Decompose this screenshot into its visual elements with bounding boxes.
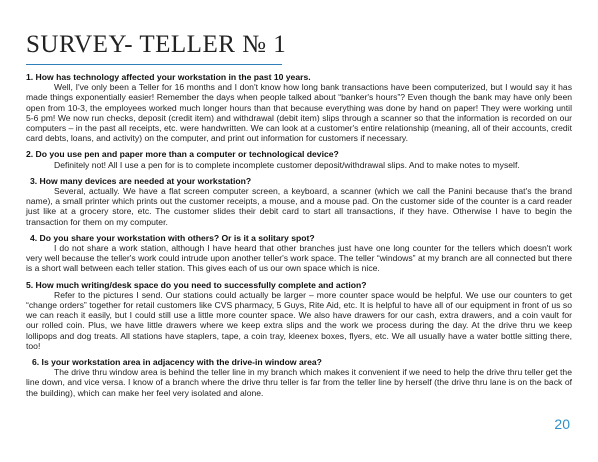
question-3: 3. How many devices are needed at your workstation?: [30, 175, 252, 186]
answer-2: Definitely not! All I use a pen for is to complete incomplete customer deposit/withdrawal slips. And to make notes to myself.: [54, 159, 520, 170]
answer-1: Well, I've only been a Teller for 16 months and I don't know how long bank transactions have been computerized, but I would say it has made things exponentially easier! Remember the days when people talked about “banker's hours”? Even though the bank may have only been open from 10-3, the employees worked much longer hours than that because everything was done by hand on paper! They were working until 5-6 pm! We now run checks, deposit (credit item) and withdrawal (debit item) slips through a scanner so that the information is recorded on our computers – in the past all receipts, etc. were handwritten. We can look at a customer's entire relationship (meaning, all of their accounts, credit card debts, loans, and activity) on the computer, and print out information for customers if necessary.: [26, 82, 572, 144]
answer-6: The drive thru window area is behind the teller line in my branch which makes it convenient if we need to help the drive thru teller get the line down, and vice versa. I know of a branch where the drive thru teller is far from the teller line by herself (the drive thru lane is on the back of the building), which can make her feel very isolated and alone.: [26, 367, 572, 398]
answer-4: I do not share a work station, although I have heard that other branches just have one long counter for the tellers which doesn't work very well because the teller's work could intrude upon another teller's work space. The teller “windows” at my branch are all connected but there is a short wall between each teller station. This gives each of us our own space which is nice.: [26, 243, 572, 274]
question-5: 5. How much writing/desk space do you need to successfully complete and action?: [26, 279, 367, 290]
question-4: 4. Do you share your workstation with others? Or is it a solitary spot?: [30, 232, 315, 243]
answer-3: Several, actually. We have a flat screen computer screen, a keyboard, a scanner (which we call the Panini because that's the brand name), a small printer which prints out the customer receipts, a mouse, and a mouse pad. On the customer side of the counter is a card reader just like at a grocery store, etc. The customer slides their debit card to start all transactions, if they have. Otherwise I have to begin the transaction for them on my computer.: [26, 186, 572, 227]
question-6: 6. Is your workstation area in adjacency with the drive-in window area?: [32, 357, 322, 368]
page-title: SURVEY- TELLER № 1: [26, 31, 287, 58]
answer-5: Refer to the pictures I send. Our stations could actually be larger – more counter space would be helpful. We use our counters to get “change orders” together for retail customers like CVS pharmacy, 5 Guys, Rite Aid, etc. It is helpful to have all of our equipment in front of us so we can reach it easily, but I could still use a little more counter space. We also have drawers for our cash, extra drawers, and a coin vault for our rolled coin. Plus, we have little drawers where we keep extra slips and the work we process during the day. At the drive thru we keep lollipops and dog treats. All stations have staplers, tape, a coin tray, kleenex boxes, flyers, etc. We all usually have a water bottle sitting there, too!: [26, 289, 572, 351]
page-number: 20: [554, 416, 570, 432]
survey-body: [26, 72, 572, 404]
title-underline: [26, 64, 282, 65]
question-2: 2. Do you use pen and paper more than a computer or technological device?: [26, 149, 339, 160]
question-1: 1. How has technology affected your workstation in the past 10 years.: [26, 72, 311, 82]
